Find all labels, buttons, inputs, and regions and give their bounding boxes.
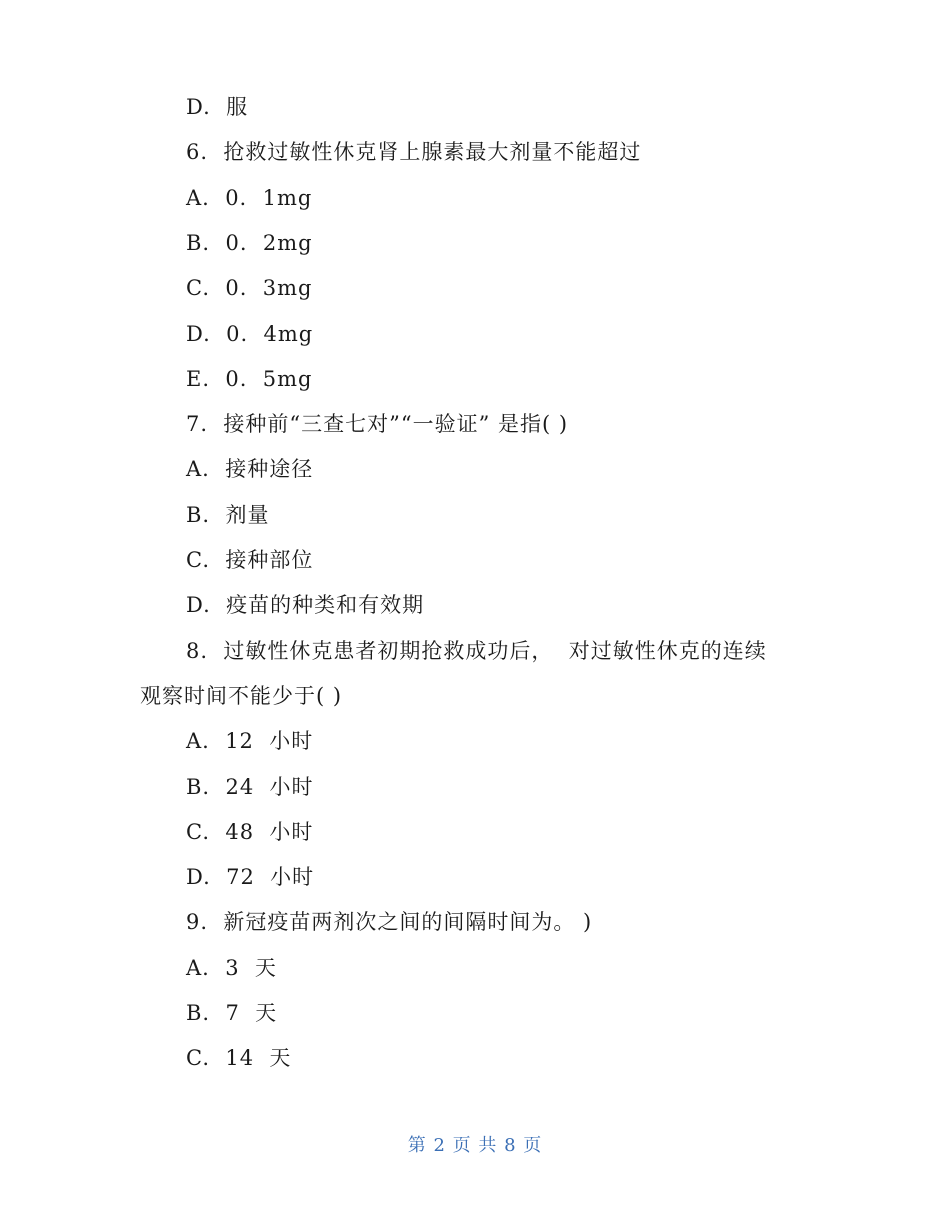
question-6: 6. 抢救过敏性休克肾上腺素最大剂量不能超过 — [186, 140, 642, 164]
q6-option-c: C. 0. 3mg — [186, 276, 313, 300]
q7-option-b: B. 剂量 — [186, 503, 270, 527]
page-footer: 第 2 页 共 8 页 — [407, 1135, 543, 1156]
q8-option-b: B. 24 小时 — [186, 775, 314, 799]
question-8-continued: 观察时间不能少于( ) — [140, 684, 343, 708]
question-7: 7. 接种前“三查七对”“一验证” 是指( ) — [186, 412, 569, 436]
q9-option-b: B. 7 天 — [186, 1001, 278, 1025]
q9-option-a: A. 3 天 — [186, 956, 277, 980]
question-8: 8. 过敏性休克患者初期抢救成功后， 对过敏性休克的连续 — [186, 639, 767, 663]
q6-option-d: D. 0. 4mg — [186, 322, 314, 346]
q6-option-a: A. 0. 1mg — [186, 186, 313, 210]
q7-option-c: C. 接种部位 — [186, 548, 314, 572]
q6-option-b: B. 0. 2mg — [186, 231, 313, 255]
q8-option-a: A. 12 小时 — [186, 729, 314, 753]
q8-option-c: C. 48 小时 — [186, 820, 314, 844]
q7-option-a: A. 接种途径 — [186, 457, 314, 481]
q8-option-d: D. 72 小时 — [186, 865, 315, 889]
q6-option-e: E. 0. 5mg — [186, 367, 313, 391]
q5-option-d: D. 服 — [186, 95, 249, 119]
q7-option-d: D. 疫苗的种类和有效期 — [186, 593, 425, 617]
q9-option-c: C. 14 天 — [186, 1046, 292, 1070]
question-9: 9. 新冠疫苗两剂次之间的间隔时间为。 ) — [186, 910, 593, 934]
